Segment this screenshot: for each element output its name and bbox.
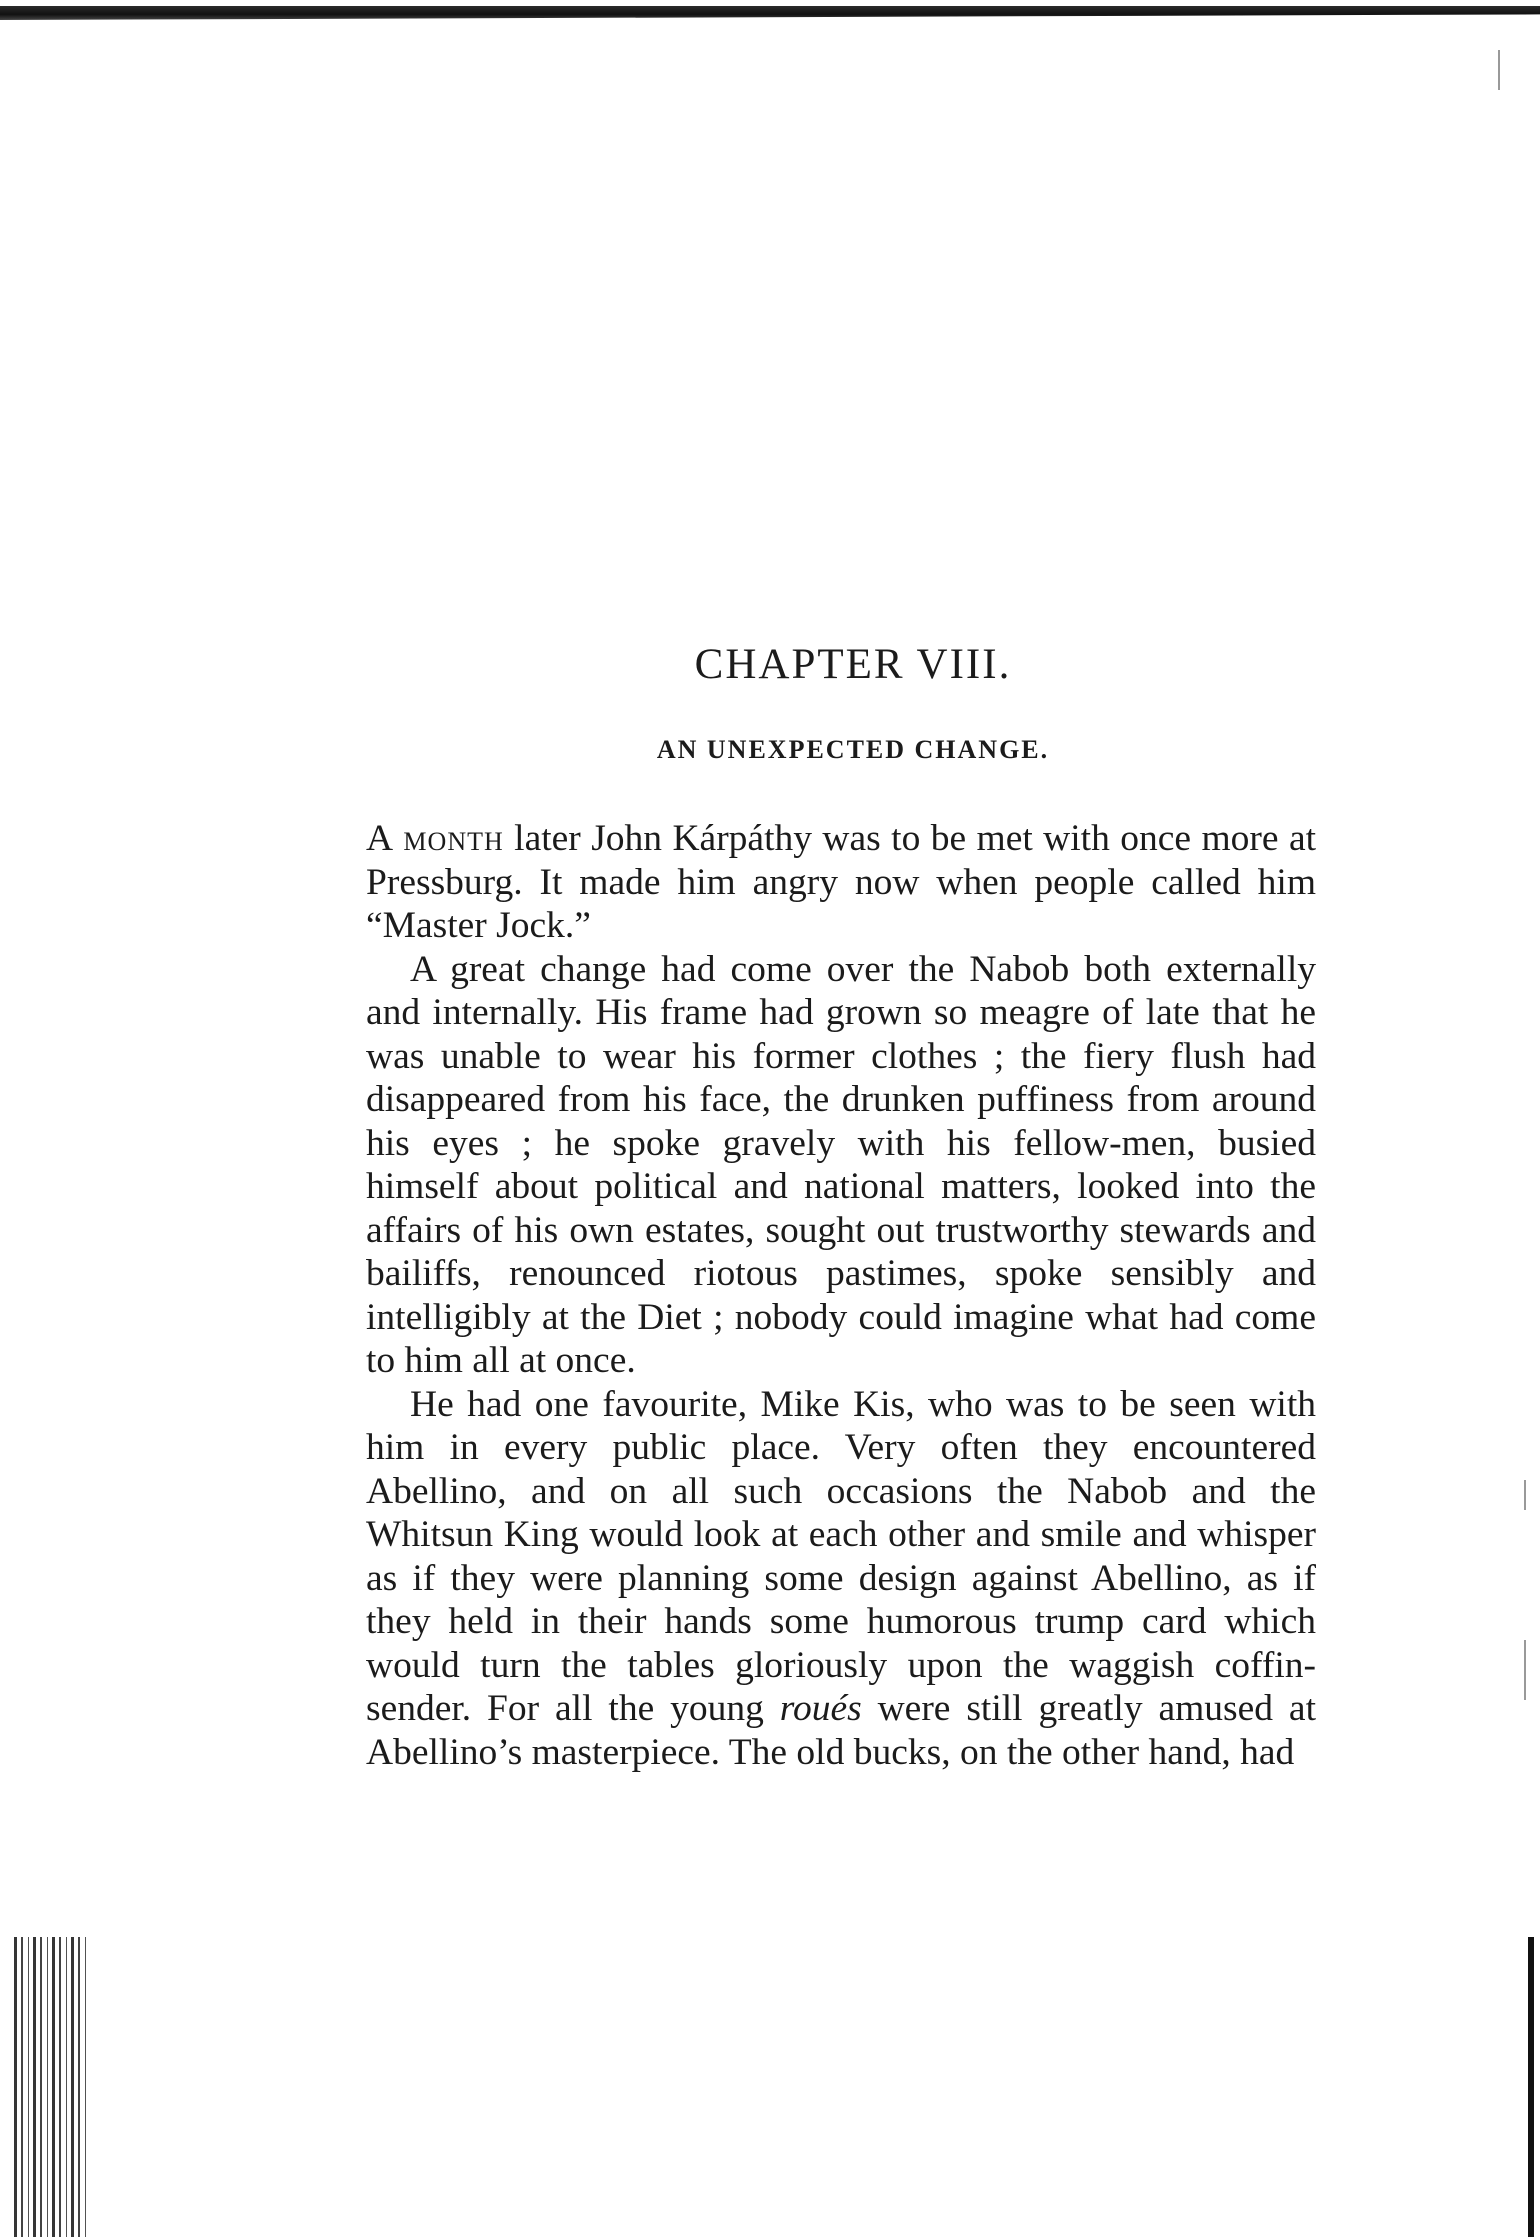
chapter-subtitle: AN UNEXPECTED CHANGE.: [656, 735, 1050, 764]
scan-speck: [1524, 1640, 1526, 1700]
paragraph: [366, 817, 1316, 948]
paragraph-text: A great change had come over the Nabob both externally and internally. His frame had grown so meagre of late that he was unable to wear his former clothes ; the fiery flush had disappeared from his face, the drunken puffiness from around his eyes ; he spoke gravely with his fellow-men, busied himself about political and national matters, looked into the affairs of his own estates, sought out trustworthy stewards and bailiffs, renounced riotous pastimes, spoke sensibly and intelligibly at the Diet ; nobody could imagine what had come to him all at once.: [366, 948, 1316, 1381]
chapter-heading: CHAPTER VIII.: [694, 641, 1012, 688]
right-binding-edge: [1528, 1937, 1534, 2237]
paragraph: [366, 948, 1316, 1383]
paragraph-text: were still greatly amused at Abellino’s masterpiece. The old bucks, on the other hand, had: [366, 1688, 1316, 1773]
body-text: [366, 817, 1316, 1774]
left-binding-edge: [14, 1937, 90, 2237]
paragraph: [366, 1383, 1316, 1775]
paragraph-text: later John Kárpáthy was to be met with once more at Pressburg. It made him angry now when people called him “Master Jock.”: [366, 818, 1317, 946]
scan-speck: [1498, 50, 1500, 90]
paragraph-text: He had one favourite, Mike Kis, who was to be seen with him in every public place. Very often they encountered Abellino, and on all such occasions the Nabob and the Whitsun King would look at each other and smile and whisper as if they were planning some design against Abellino, as if they held in their hands some humorous trump card which would turn the tables gloriously upon the waggish coffin-sender. For all the young: [366, 1383, 1316, 1729]
italic-word: roués: [779, 1688, 862, 1729]
top-scan-rule: [0, 6, 1540, 20]
page-content: [366, 640, 1316, 1774]
scan-speck: [1524, 1480, 1526, 1510]
opening-smallcaps: A month: [366, 818, 504, 859]
